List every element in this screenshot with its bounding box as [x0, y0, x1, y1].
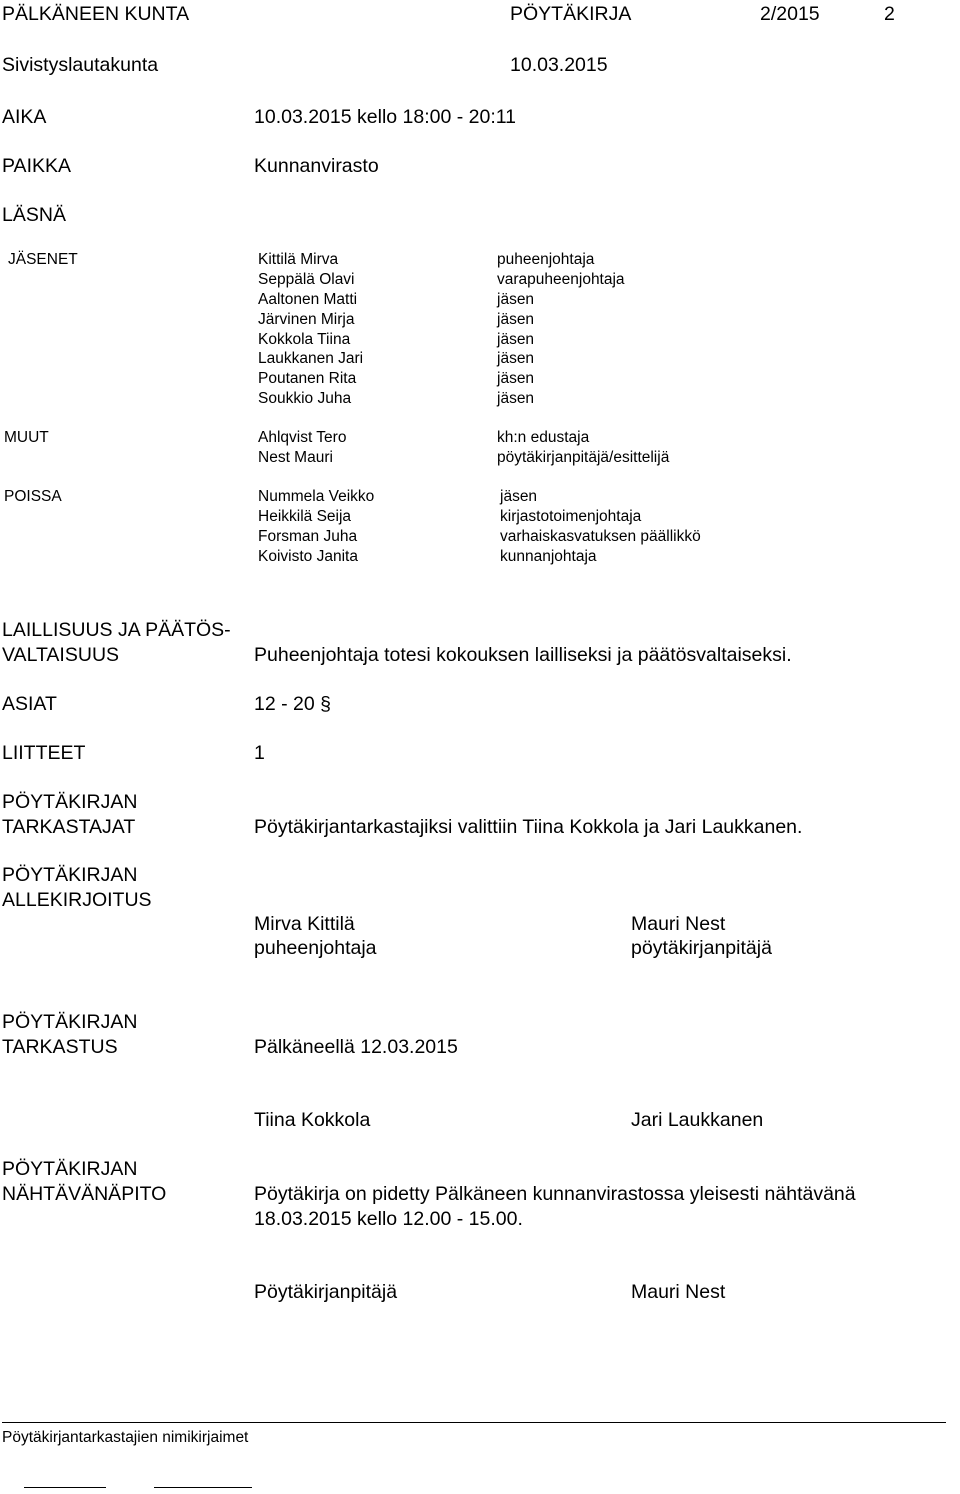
- review-label-line1: PÖYTÄKIRJAN: [2, 1011, 138, 1033]
- time-label: AIKA: [2, 106, 47, 128]
- chair-title: puheenjohtaja: [254, 937, 377, 959]
- footer-rule: [2, 1422, 946, 1423]
- initials-line-right: [154, 1487, 252, 1488]
- signature-label-line2: ALLEKIRJOITUS: [2, 889, 152, 911]
- display-text-line2: 18.03.2015 kello 12.00 - 15.00.: [254, 1208, 523, 1230]
- member-role: jäsen: [497, 390, 535, 407]
- secretary-title: pöytäkirjanpitäjä: [631, 937, 772, 959]
- member-role: jäsen: [497, 370, 535, 387]
- member-name: Poutanen Rita: [258, 370, 357, 387]
- absent-role: varhaiskasvatuksen päällikkö: [500, 528, 701, 545]
- absent-role: jäsen: [500, 488, 538, 505]
- document-type: PÖYTÄKIRJA: [510, 3, 632, 25]
- header-date: 10.03.2015: [510, 54, 608, 76]
- other-name: Nest Mauri: [258, 449, 333, 466]
- present-label: LÄSNÄ: [2, 204, 66, 226]
- member-name: Kokkola Tiina: [258, 331, 351, 348]
- checkers-label-line1: PÖYTÄKIRJAN: [2, 791, 138, 813]
- document-number: 2/2015: [760, 3, 820, 25]
- member-role: jäsen: [497, 311, 535, 328]
- place-label: PAIKKA: [2, 155, 72, 177]
- member-role: jäsen: [497, 350, 535, 367]
- display-label-line2: NÄHTÄVÄNÄPITO: [2, 1183, 167, 1205]
- chair-name: Mirva Kittilä: [254, 913, 355, 935]
- member-name: Kittilä Mirva: [258, 251, 339, 268]
- member-name: Seppälä Olavi: [258, 271, 355, 288]
- checkers-text: Pöytäkirjantarkastajiksi valittiin Tiina Kokkola ja Jari Laukkanen.: [254, 816, 803, 838]
- absent-name: Heikkilä Seija: [258, 508, 352, 525]
- member-role: jäsen: [497, 331, 535, 348]
- review-label-line2: TARKASTUS: [2, 1036, 118, 1058]
- place-value: Kunnanvirasto: [254, 155, 379, 177]
- section-sign: §: [320, 693, 331, 715]
- legality-text: Puheenjohtaja totesi kokouksen lailliseksi ja päätösvaltaiseksi.: [254, 644, 792, 666]
- items-label: ASIAT: [2, 693, 57, 715]
- legality-label-line2: VALTAISUUS: [2, 644, 120, 666]
- display-secretary-name: Mauri Nest: [631, 1281, 726, 1303]
- secretary-name: Mauri Nest: [631, 913, 726, 935]
- absent-role: kirjastotoimenjohtaja: [500, 508, 642, 525]
- member-name: Soukkio Juha: [258, 390, 352, 407]
- time-value: 10.03.2015 kello 18:00 - 20:11: [254, 106, 517, 128]
- display-secretary-label: Pöytäkirjanpitäjä: [254, 1281, 398, 1303]
- display-text-line1: Pöytäkirja on pidetty Pälkäneen kunnanvirastossa yleisesti nähtävänä: [254, 1183, 856, 1205]
- board-name: Sivistyslautakunta: [2, 54, 159, 76]
- footer-initials-label: Pöytäkirjantarkastajien nimikirjaimet: [2, 1429, 249, 1446]
- reviewer-left-name: Tiina Kokkola: [254, 1109, 371, 1131]
- items-range: 12 - 20: [254, 693, 315, 715]
- attachments-value: 1: [254, 742, 265, 764]
- member-role: jäsen: [497, 291, 535, 308]
- reviewer-right-name: Jari Laukkanen: [631, 1109, 764, 1131]
- items-value: [254, 692, 331, 716]
- municipality-name: PÄLKÄNEEN KUNTA: [2, 3, 190, 25]
- absent-role: kunnanjohtaja: [500, 548, 597, 565]
- absent-name: Koivisto Janita: [258, 548, 358, 565]
- member-name: Järvinen Mirja: [258, 311, 355, 328]
- attachments-label: LIITTEET: [2, 742, 86, 764]
- member-name: Aaltonen Matti: [258, 291, 358, 308]
- legality-label-line1: LAILLISUUS JA PÄÄTÖS-: [2, 619, 231, 641]
- initials-line-left: [24, 1487, 106, 1488]
- absent-name: Forsman Juha: [258, 528, 358, 545]
- others-label: MUUT: [4, 429, 49, 446]
- other-role: pöytäkirjanpitäjä/esittelijä: [497, 449, 670, 466]
- other-role: kh:n edustaja: [497, 429, 590, 446]
- review-place-date: Pälkäneellä 12.03.2015: [254, 1036, 458, 1058]
- checkers-label-line2: TARKASTAJAT: [2, 816, 136, 838]
- signature-label-line1: PÖYTÄKIRJAN: [2, 864, 138, 886]
- member-name: Laukkanen Jari: [258, 350, 364, 367]
- members-label: JÄSENET: [8, 251, 78, 268]
- absent-name: Nummela Veikko: [258, 488, 375, 505]
- member-role: puheenjohtaja: [497, 251, 595, 268]
- absent-label: POISSA: [4, 488, 62, 505]
- member-role: varapuheenjohtaja: [497, 271, 625, 288]
- other-name: Ahlqvist Tero: [258, 429, 347, 446]
- display-label-line1: PÖYTÄKIRJAN: [2, 1158, 138, 1180]
- page-number: 2: [884, 3, 895, 25]
